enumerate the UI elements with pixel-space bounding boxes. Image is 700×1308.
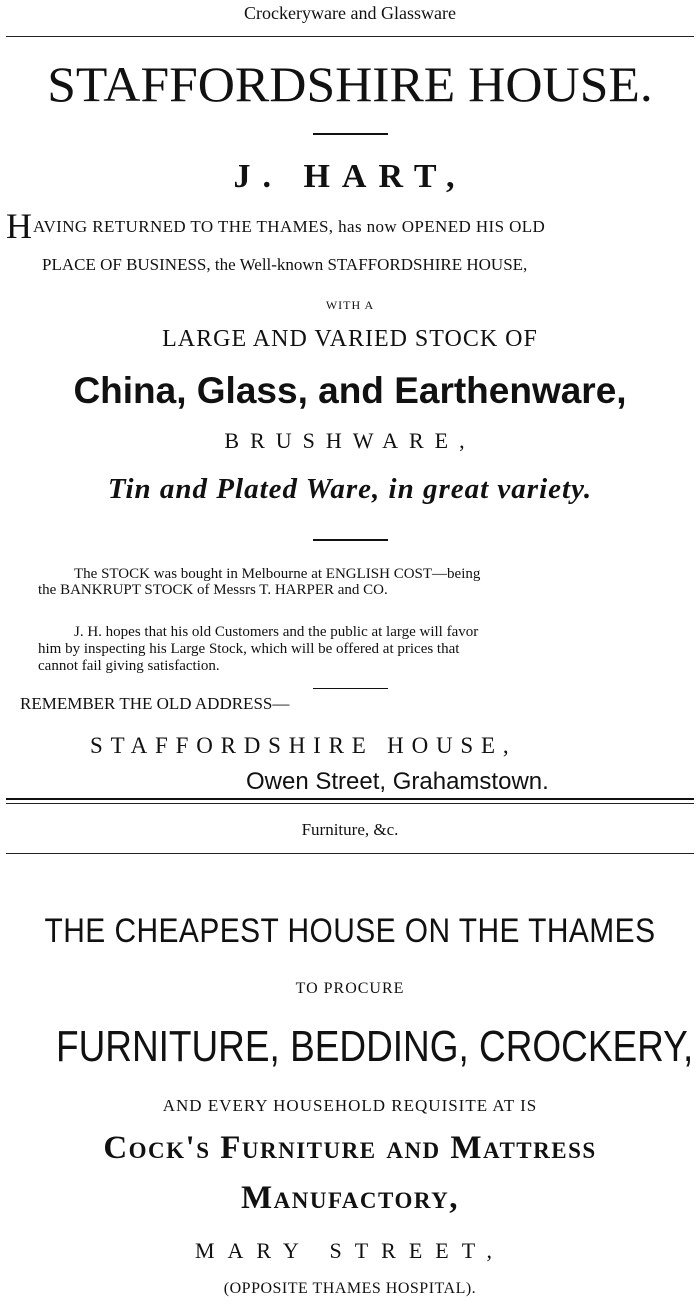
brushware-heading: BRUSHWARE, [224,428,476,453]
short-divider [313,539,388,541]
stock-heading: LARGE AND VARIED STOCK OF [162,326,538,352]
opposite-hospital: (OPPOSITE THAMES HOSPITAL). [223,1280,477,1297]
with-a-label: WITH A [325,298,375,312]
cheapest-headline: THE CHEAPEST HOUSE ON THE THAMES [44,912,656,950]
proprietor-name: J. HART, [233,158,467,195]
section-divider [6,803,694,804]
china-glass-heading: China, Glass, and Earthenware, [73,370,627,411]
drop-cap: H [6,206,32,246]
stock-paragraph-line: the BANKRUPT STOCK of Messrs T. HARPER and CO. [38,582,388,598]
divider [6,853,694,854]
remember-label: REMEMBER THE OLD ADDRESS— [20,694,290,713]
tin-plated-heading: Tin and Plated Ware, in great variety. [107,473,593,505]
customers-paragraph-line: J. H. hopes that his old Customers and the public at large will favor [74,624,479,640]
requisite-line: AND EVERY HOUSEHOLD REQUISITE AT IS [162,1096,538,1115]
short-divider [313,133,388,135]
section-divider [6,798,694,800]
shop-title: STAFFORDSHIRE HOUSE. [47,56,653,112]
to-procure-label: TO PROCURE [295,980,405,997]
business-name-line: Manufactory, [240,1180,459,1216]
stock-paragraph-line: The STOCK was bought in Melbourne at ENGLISH COST—being [74,566,481,582]
section-header-crockery: Crockeryware and Glassware [244,3,456,23]
address-street: Owen Street, Grahamstown. [246,768,549,795]
street-address: MARY STREET, [194,1238,505,1263]
goods-headline: FURNITURE, BEDDING, CROCKERY, [56,1022,694,1071]
intro-line: AVING RETURNED TO THE THAMES, has now OPENED HIS OLD [33,217,546,236]
customers-paragraph-line: cannot fail giving satisfaction. [38,658,220,674]
short-divider [313,688,388,689]
section-header-furniture: Furniture, &c. [301,820,399,839]
business-name-line: Cock's Furniture and Mattress [103,1130,597,1166]
customers-paragraph-line: him by inspecting his Large Stock, which will be offered at prices that [38,641,460,657]
address-house: STAFFORDSHIRE HOUSE, [90,733,517,758]
intro-line: PLACE OF BUSINESS, the Well-known STAFFORDSHIRE HOUSE, [42,255,528,274]
divider [6,36,694,37]
